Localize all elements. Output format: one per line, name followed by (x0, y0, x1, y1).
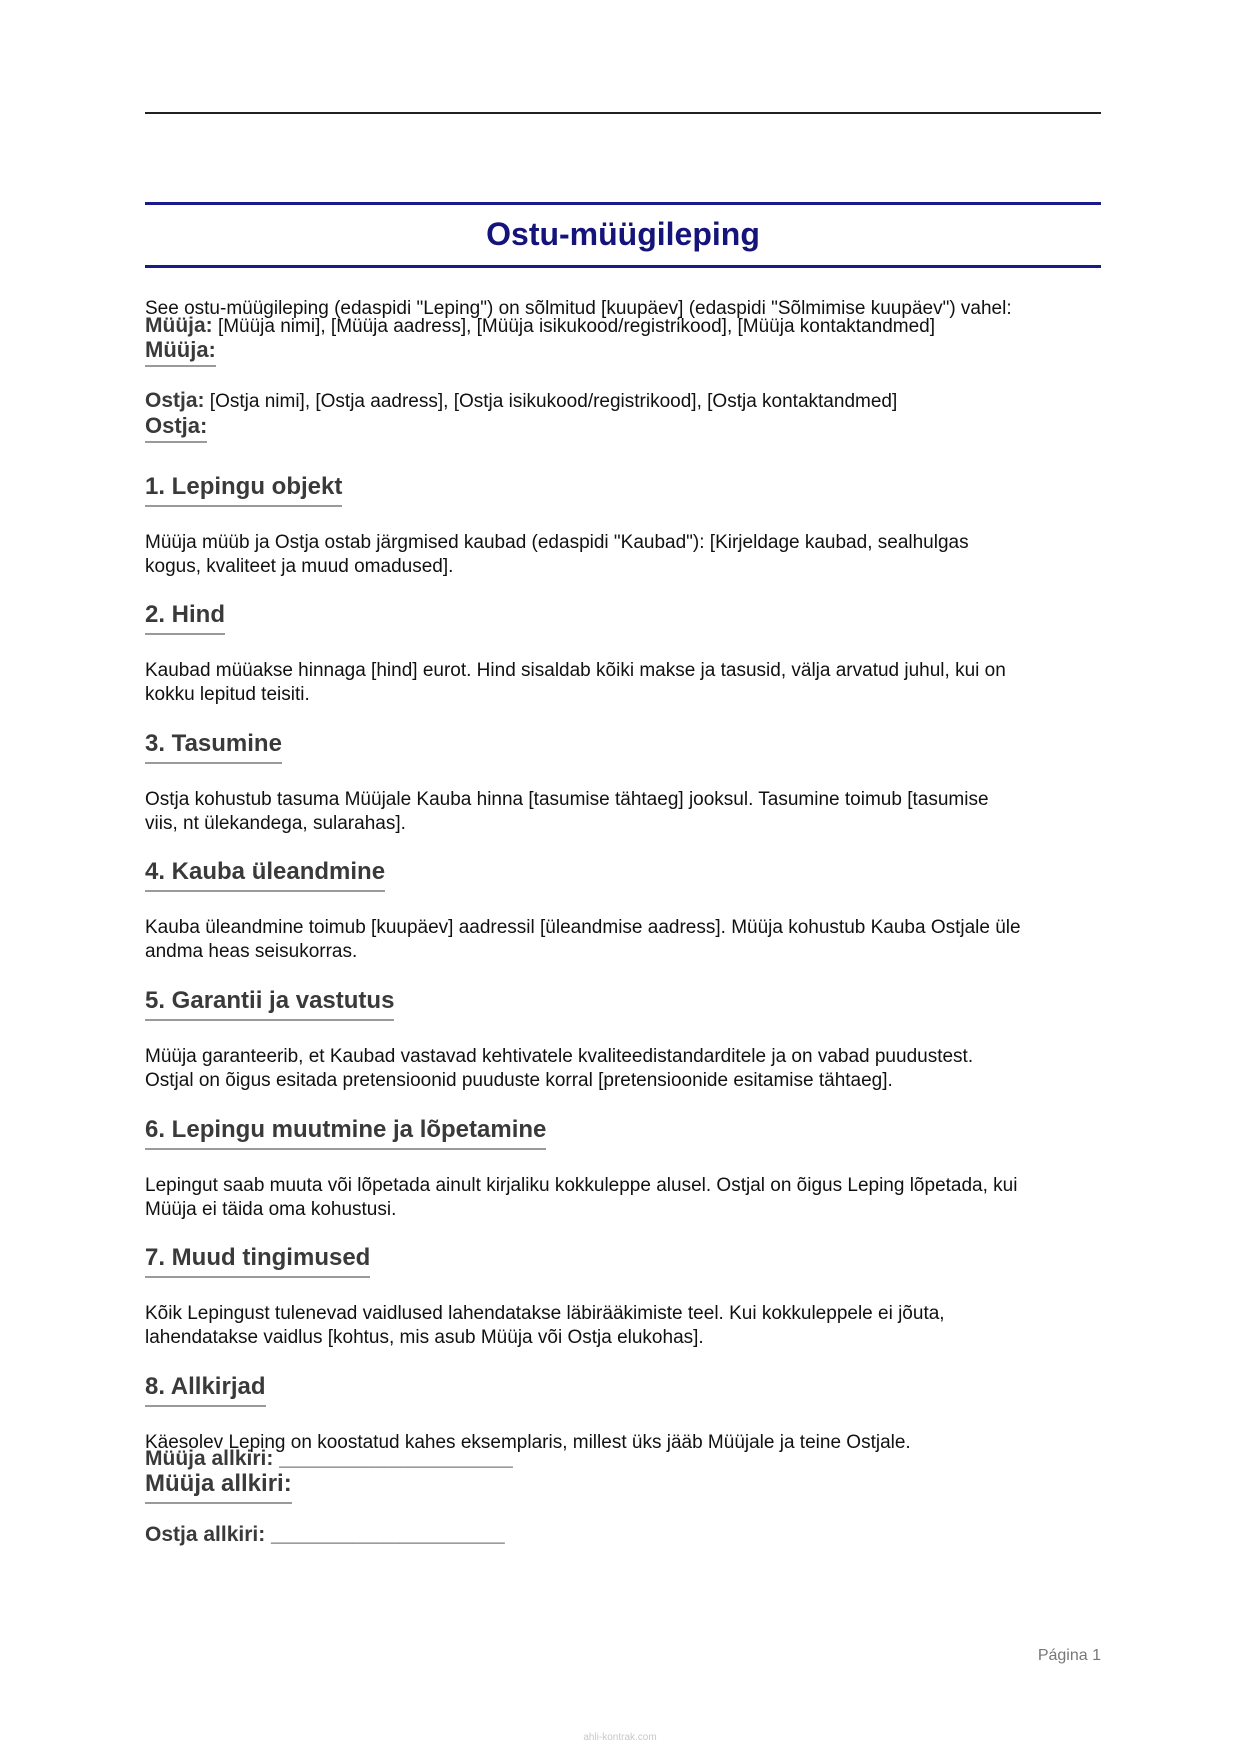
section-text-line: Kõik Lepingust tulenevad vaidlused lahendatakse läbirääkimiste teel. Kui kokkuleppele ei jõuta, (145, 1303, 945, 1324)
section-2 (145, 600, 225, 635)
section-5-body (145, 1045, 973, 1093)
section-6 (145, 1115, 546, 1150)
buyer-line (145, 389, 897, 414)
section-text-line: Kaubad müüakse hinnaga [hind] eurot. Hind sisaldab kõiki makse ja tasusid, välja arvatud juhul, kui on (145, 660, 1006, 681)
section-heading: 6. Lepingu muutmine ja lõpetamine (145, 1115, 546, 1150)
section-text-line: Ostjal on õigus esitada pretensioonid puuduste korral [pretensioonide esitamise tähtaeg]. (145, 1070, 893, 1091)
section-heading: 3. Tasumine (145, 729, 282, 764)
section-text-line: Müüja garanteerib, et Kaubad vastavad kehtivatele kvaliteedistandarditele ja on vabad puudustest. (145, 1046, 974, 1067)
buyer-details: [Ostja nimi], [Ostja aadress], [Ostja isikukood/registrikood], [Ostja kontaktandmed] (209, 391, 898, 412)
section-text-line: Käesolev Leping on koostatud kahes eksemplaris, millest üks jääb Müüjale ja teine Ostjale. (145, 1432, 911, 1453)
seller-heading-wrap (145, 336, 216, 367)
section-2-body (145, 659, 1006, 707)
section-heading: 7. Muud tingimused (145, 1243, 370, 1278)
section-4-body (145, 916, 1021, 964)
section-1 (145, 472, 342, 507)
seller-signature-heading: Müüja allkiri: (145, 1469, 292, 1504)
top-rule (145, 112, 1101, 114)
section-text-line: Lepingut saab muuta või lõpetada ainult kirjaliku kokkuleppe alusel. Ostjal on õigus Leping lõpetada, kui (145, 1175, 1018, 1196)
buyer-heading-wrap (145, 412, 207, 443)
section-text-line: andma heas seisukorras. (145, 941, 358, 962)
section-4 (145, 857, 385, 892)
page-number: Página 1 (1037, 1647, 1101, 1664)
section-7 (145, 1243, 370, 1278)
section-text-line: kokku lepitud teisiti. (145, 684, 310, 705)
section-text-line: Müüja ei täida oma kohustusi. (145, 1199, 397, 1220)
section-heading: 2. Hind (145, 600, 225, 635)
section-heading: 5. Garantii ja vastutus (145, 986, 394, 1021)
seller-signature-line: Müüja allkiri: ____________________ (145, 1447, 513, 1470)
section-text-line: lahendatakse vaidlus [kohtus, mis asub Müüja või Ostja elukohas]. (145, 1327, 704, 1348)
buyer-heading: Ostja: (145, 412, 207, 443)
section-3 (145, 729, 282, 764)
seller-line (145, 314, 935, 339)
section-text-line: Müüja müüb ja Ostja ostab järgmised kaubad (edaspidi "Kaubad"): [Kirjeldage kaubad, sealhulgas (145, 532, 969, 553)
document-title: Ostu-müügileping (486, 216, 760, 252)
section-7-body (145, 1302, 945, 1350)
section-3-body (145, 788, 989, 836)
section-6-body (145, 1174, 1017, 1222)
section-text-line: kogus, kvaliteet ja muud omadused]. (145, 556, 454, 577)
section-8 (145, 1372, 266, 1407)
section-text-line: Ostja kohustub tasuma Müüjale Kauba hinna [tasumise tähtaeg] jooksul. Tasumine toimub [tasumise (145, 789, 989, 810)
footer-watermark: ahli-kontrak.com (583, 1732, 657, 1743)
section-heading: 4. Kauba üleandmine (145, 857, 385, 892)
section-1-body (145, 531, 969, 579)
title-bar (145, 202, 1101, 268)
buyer-label: Ostja: (145, 389, 205, 412)
buyer-signature-line: Ostja allkiri: ____________________ (145, 1523, 505, 1546)
seller-details: [Müüja nimi], [Müüja aadress], [Müüja isikukood/registrikood], [Müüja kontaktandmed] (217, 316, 936, 337)
seller-heading: Müüja: (145, 336, 216, 367)
section-heading: 1. Lepingu objekt (145, 472, 342, 507)
intro-text: See ostu-müügileping (edaspidi "Leping") on sõlmitud [kuupäev] (edaspidi "Sõlmimise kuupäev") vahel: (145, 298, 1012, 319)
section-text-line: viis, nt ülekandega, sularahas]. (145, 813, 406, 834)
section-5 (145, 986, 394, 1021)
seller-signature-heading-wrap (145, 1469, 292, 1504)
seller-label: Müüja: (145, 314, 213, 337)
section-text-line: Kauba üleandmine toimub [kuupäev] aadressil [üleandmise aadress]. Müüja kohustub Kauba Ostjale üle (145, 917, 1021, 938)
section-heading: 8. Allkirjad (145, 1372, 266, 1407)
